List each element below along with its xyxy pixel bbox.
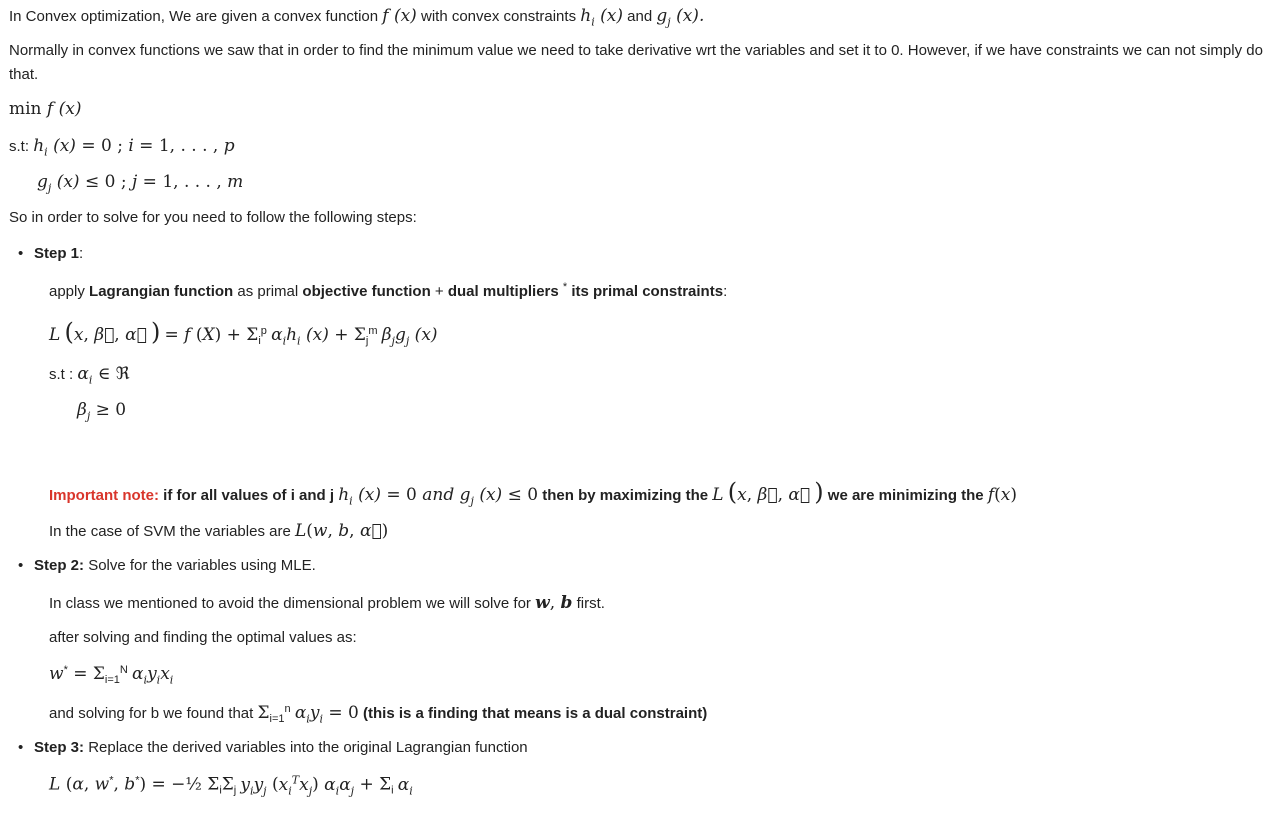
- step3-text: Replace the derived variables into the original Lagrangian function: [88, 739, 528, 756]
- desc-d: objective function: [302, 283, 431, 300]
- important-note: Important note: if for all values of i and j $h_i$ (x) = 0 and $g_j$ (x) ≤ 0 then by maximizing the L (x, β⃗, α⃗ ) we are minimizing the f(x): [49, 478, 1017, 508]
- desc-c: as primal: [237, 283, 299, 300]
- intro-text-mid: with convex constraints: [421, 8, 577, 25]
- step2-p1-a: In class we mentioned to avoid the dimensional problem we will solve for: [49, 595, 531, 612]
- constraint-line-2: $g_j$ (x) ≤ 0 ; j = 1, . . . , m: [37, 172, 244, 195]
- intro-paragraph-2: Normally in convex functions we saw that in order to find the minimum value we need to take derivative wrt the variables and set it to 0. However, if we have constraints we can not simply do that.: [9, 42, 1263, 83]
- desc-h: its primal constraints: [571, 283, 724, 300]
- bullet-icon: •: [18, 557, 24, 574]
- w-star-equation: $w^* = \Sigma_{i=1}^N$ $\alpha_iy_ix_i$: [49, 664, 174, 687]
- step1-description: [49, 279, 727, 304]
- bullet-icon: •: [18, 739, 24, 756]
- note-b: then by maximizing the: [542, 487, 709, 504]
- note-label: Important note:: [49, 487, 159, 504]
- st-label: s.t:: [9, 138, 30, 155]
- desc-i: :: [723, 283, 728, 300]
- note-a: if for all values of i and j: [163, 487, 335, 504]
- step2-paragraph-2: after solving and finding the optimal values as:: [49, 629, 357, 646]
- step2-p3-b: (this is a finding that means is a dual constraint): [363, 705, 708, 722]
- step1-colon: :: [79, 245, 84, 262]
- constraint-h: $h_i$ (x): [580, 6, 623, 29]
- st-beta: $\beta_j \ge 0$: [77, 400, 127, 423]
- step2-paragraph-1: In class we mentioned to avoid the dimensional problem we will solve for w, b first.: [49, 593, 605, 613]
- step2-text: Solve for the variables using MLE.: [88, 557, 316, 574]
- svm-a: In the case of SVM the variables are: [49, 523, 291, 540]
- step2-label: Step 2:: [34, 557, 85, 574]
- intro-paragraph-1: [9, 4, 704, 31]
- min-objective: min f (x): [9, 99, 82, 119]
- step2-heading: [34, 555, 316, 578]
- step2-p1-b: first.: [576, 595, 605, 612]
- function-f: f (x): [382, 6, 417, 26]
- dual-lagrangian-equation: L (α, w*, b*) = −½ $\Sigma_i\Sigma_j$ $y_iy_j$ $(x_i^Tx_j) \alpha_i\alpha_j + \Sigma_i$ $\alpha_i$: [49, 773, 413, 798]
- step1-label: Step 1: [34, 245, 80, 262]
- step1-heading: [34, 243, 83, 266]
- desc-e: +: [434, 283, 444, 300]
- intro-text: In Convex optimization, We are given a convex function: [9, 8, 379, 25]
- step3-heading: [34, 737, 528, 760]
- desc-f: dual multipliers: [447, 283, 559, 300]
- intro-and: and: [627, 8, 653, 25]
- desc-b: Lagrangian function: [89, 283, 234, 300]
- step2-p3-a: and solving for b we found that: [49, 705, 254, 722]
- lagrangian-equation: L (x, β⃗, α⃗ ) = f $(X) + \Sigma_i^p$ $\alpha_ih_i$ $(x) + \Sigma_j^m$ $\beta_jg_j$ (x): [49, 318, 438, 348]
- st-alpha: s.t : $\alpha_i$ ∈ ℜ: [49, 364, 130, 387]
- steps-intro: So in order to solve for you need to follow the following steps:: [9, 209, 417, 226]
- desc-g: *: [562, 281, 568, 293]
- step2-paragraph-3: and solving for b we found that $\Sigma_{i=1}^n$ $\alpha_iy_i = 0$ (this is a finding that means is a dual constraint): [49, 703, 708, 726]
- constraint-g: $g_j$ (x).: [656, 6, 705, 29]
- svm-variables: In the case of SVM the variables are L(w, b, α⃗): [49, 521, 389, 541]
- constraint-line-1: s.t: $h_i$ (x) = 0 ; i = 1, . . . , p: [9, 136, 235, 159]
- desc-a: apply: [49, 283, 85, 300]
- note-c: we are minimizing the: [827, 487, 984, 504]
- bullet-icon: •: [18, 245, 24, 262]
- step3-label: Step 3:: [34, 739, 85, 756]
